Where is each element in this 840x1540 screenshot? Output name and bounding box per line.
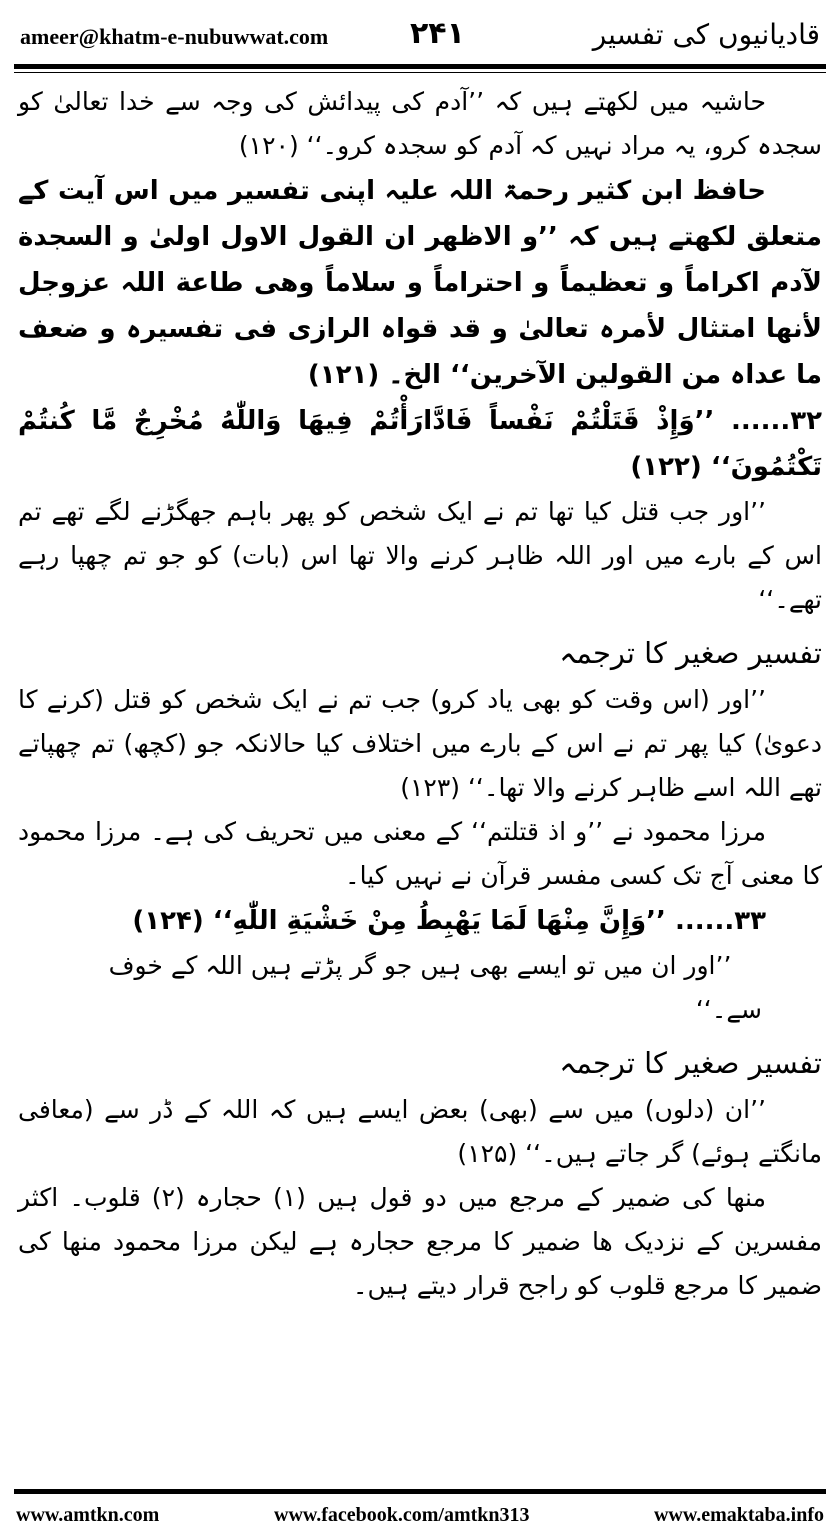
- footer-link-emaktaba[interactable]: www.emaktaba.info: [653, 1504, 824, 1526]
- header-email: ameer@khatm-e-nubuwwat.com: [20, 24, 329, 49]
- page-footer: [12, 1500, 828, 1530]
- translation-32: ’’اور جب قتل کیا تھا تم نے ایک شخص کو پھر باہم جھگڑنے لگے تھے تم اس کے بارے میں اور اللہ ظاہر کرنے والا تھا اس (بات) کو جو تم چھپا رہے تھے۔‘‘: [18, 497, 822, 614]
- tafsir-translation-32: ’’اور (اس وقت کو بھی یاد کرو) جب تم نے ایک شخص کو قتل (کرنے کا دعویٰ) کیا پھر تم نے اس کے بارے میں اختلاف کیا حالانکہ جو (کچھ) تم چھپاتے تھے اللہ اسے ظاہر کرنے والا تھا۔‘‘ (۱۲۳): [18, 685, 822, 802]
- section-heading-2: تفسیر صغیر کا ترجمہ: [559, 1046, 822, 1080]
- verse-32: ۳۲...... ’’وَإِذْ قَتَلْتُمْ نَفْساً فَادَّارَأْتُمْ فِيهَا وَاللّٰهُ مُخْرِجٌ مَّا كُنتُمْ تَكْتُمُونَ‘‘ (۱۲۲): [18, 406, 822, 482]
- header-rule: [14, 64, 826, 73]
- footer-rule: [14, 1489, 826, 1494]
- running-title: قادیانیوں کی تفسیر: [592, 18, 820, 51]
- paragraph-ibn-kathir: حافظ ابن کثیر رحمۃ اللہ علیہ اپنی تفسیر میں اس آیت کے متعلق لکھتے ہیں کہ ’’و الاظھر ان القول الاول اولیٰ و السجدة لآدم اکراماً و تعظیماً و احتراماً و سلاماً وھی طاعة اللہ عزوجل لأنھا امتثال لأمرہ تعالیٰ و قد قواہ الرازی فی تفسیرہ و ضعف ما عداہ من القولین الآخرین‘‘ الخ۔ (۱۲۱): [18, 176, 822, 390]
- page-header: [12, 14, 828, 58]
- tafsir-translation-33: ’’ان (دلوں) میں سے (بھی) بعض ایسے ہیں کہ اللہ کے ڈر سے (معافی مانگتے ہوئے) گر جاتے ہیں۔‘‘ (۱۲۵): [18, 1095, 822, 1168]
- section-heading-1: تفسیر صغیر کا ترجمہ: [559, 636, 822, 670]
- paragraph-mirza-mahmood: مرزا محمود نے ’’و اذ قتلتم‘‘ کے معنی میں تحریف کی ہے۔ مرزا محمود کا معنی آج تک کسی مفسر قرآن نے نہیں کیا۔: [18, 817, 822, 890]
- footer-link-amtkn[interactable]: www.amtkn.com: [16, 1504, 160, 1526]
- paragraph-footnote-note: حاشیہ میں لکھتے ہیں کہ ’’آدم کی پیدائش کی وجہ سے خدا تعالیٰ کو سجدہ کرو، یہ مراد نہیں کہ آدم کو سجدہ کرو۔‘‘ (۱۲۰): [18, 87, 822, 160]
- verse-33: ۳۳...... ’’وَإِنَّ مِنْهَا لَمَا يَهْبِطُ مِنْ خَشْيَةِ اللّٰهِ‘‘ (۱۲۴): [132, 906, 766, 936]
- translation-33: ’’اور ان میں تو ایسے بھی ہیں جو گر پڑتے ہیں اللہ کے خوف سے۔‘‘: [108, 951, 762, 1024]
- page-number: ۲۴۱: [410, 16, 465, 51]
- paragraph-pronoun-reference: منھا کی ضمیر کے مرجع میں دو قول ہیں (۱) حجارہ (۲) قلوب۔ اکثر مفسرین کے نزدیک ھا ضمیر کا مرجع حجارہ ہے لیکن مرزا محمود منھا کی ضمیر کا مرجع قلوب کو راجح قرار دیتے ہیں۔: [18, 1183, 822, 1300]
- page-content: [18, 80, 822, 1470]
- footer-link-facebook[interactable]: www.facebook.com/amtkn313: [274, 1504, 530, 1526]
